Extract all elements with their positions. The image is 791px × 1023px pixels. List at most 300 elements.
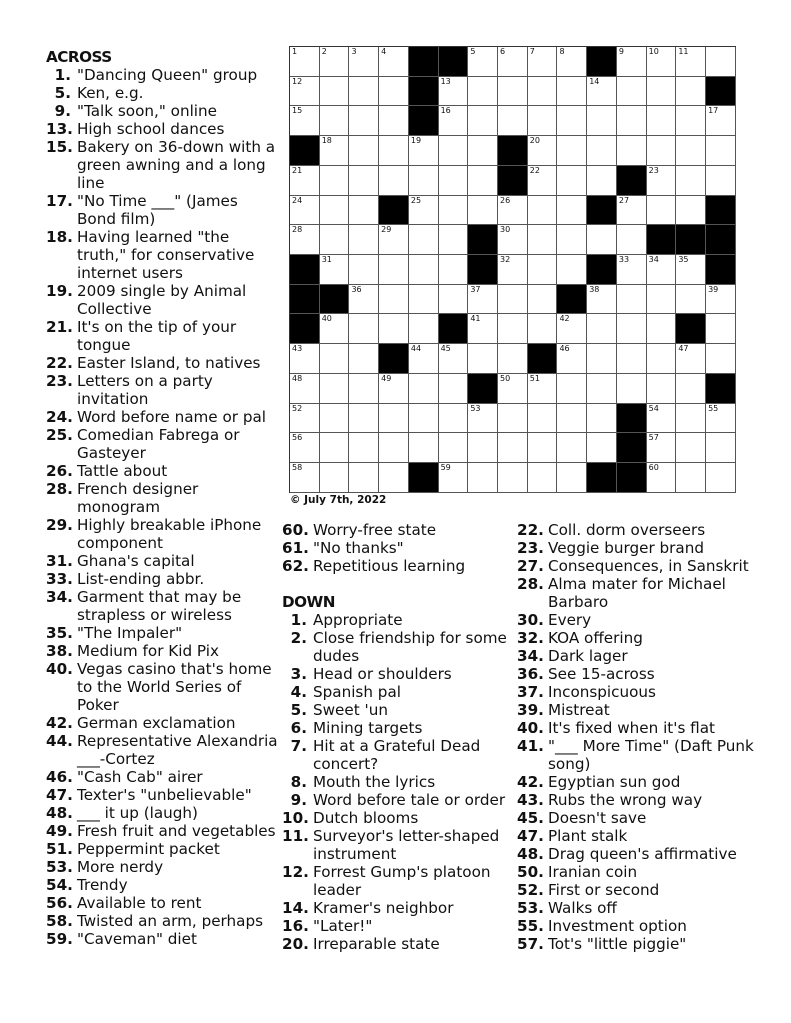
grid-cell[interactable] (706, 47, 736, 77)
grid-cell[interactable] (706, 285, 736, 315)
clue-text: Available to rent (77, 894, 202, 912)
grid-cell[interactable] (557, 463, 587, 493)
grid-cell[interactable] (647, 344, 677, 374)
clue-text: List-ending abbr. (77, 570, 205, 588)
cell-number: 60 (648, 463, 659, 473)
grid-cell[interactable] (617, 255, 647, 285)
clue-item (282, 827, 507, 863)
grid-cell[interactable] (498, 255, 528, 285)
grid-cell[interactable] (528, 196, 558, 226)
clue-text: "Cash Cab" airer (77, 768, 203, 786)
grid-cell[interactable] (320, 225, 350, 255)
grid-cell[interactable] (557, 433, 587, 463)
grid-cell[interactable] (587, 374, 617, 404)
grid-cell[interactable] (617, 285, 647, 315)
clue-item (517, 683, 765, 701)
grid-cell[interactable] (409, 404, 439, 434)
clue-text: Dark lager (548, 647, 628, 665)
clue-number: 40. (517, 719, 544, 737)
cell-number: 29 (381, 225, 392, 235)
grid-cell[interactable] (498, 47, 528, 77)
grid-cell[interactable] (320, 314, 350, 344)
clue-item (517, 791, 765, 809)
grid-cell[interactable] (468, 344, 498, 374)
grid-cell[interactable] (349, 374, 379, 404)
grid-cell[interactable] (557, 374, 587, 404)
grid-cell[interactable] (379, 166, 409, 196)
black-square (617, 404, 647, 434)
cell-number: 59 (440, 463, 451, 473)
grid-cell[interactable] (676, 255, 706, 285)
grid-cell[interactable] (290, 404, 320, 434)
grid-cell[interactable] (647, 106, 677, 136)
grid-cell[interactable] (468, 404, 498, 434)
grid-cell[interactable] (557, 225, 587, 255)
grid-cell[interactable] (439, 166, 469, 196)
grid-cell[interactable] (676, 136, 706, 166)
grid-cell[interactable] (587, 166, 617, 196)
grid-cell[interactable] (349, 433, 379, 463)
clue-text: Garment that may be strapless or wireless (77, 588, 242, 624)
grid-cell[interactable] (617, 77, 647, 107)
grid-cell[interactable] (320, 47, 350, 77)
cell-number: 8 (559, 47, 565, 56)
grid-cell[interactable] (617, 196, 647, 226)
cell-number: 57 (648, 433, 659, 443)
grid-cell[interactable] (379, 77, 409, 107)
grid-cell[interactable] (379, 374, 409, 404)
grid-cell[interactable] (587, 106, 617, 136)
clue-number: 10. (282, 809, 309, 827)
grid-cell[interactable] (320, 106, 350, 136)
grid-cell[interactable] (409, 344, 439, 374)
grid-cell[interactable] (528, 106, 558, 136)
grid-cell[interactable] (528, 255, 558, 285)
grid-cell[interactable] (528, 136, 558, 166)
clue-number: 36. (517, 665, 544, 683)
grid-cell[interactable] (706, 314, 736, 344)
grid-cell[interactable] (468, 47, 498, 77)
grid-cell[interactable] (557, 106, 587, 136)
clue-number: 27. (517, 557, 544, 575)
grid-cell[interactable] (498, 433, 528, 463)
grid-cell[interactable] (409, 285, 439, 315)
grid-cell[interactable] (349, 166, 379, 196)
grid-cell[interactable] (647, 404, 677, 434)
grid-cell[interactable] (320, 433, 350, 463)
grid-cell[interactable] (498, 463, 528, 493)
grid-cell[interactable] (409, 225, 439, 255)
clue-item (46, 120, 278, 138)
grid-cell[interactable] (290, 166, 320, 196)
clue-text: Word before tale or order (313, 791, 506, 809)
clue-number: 2. (290, 629, 307, 647)
clue-text: Dutch blooms (313, 809, 419, 827)
grid-cell[interactable] (647, 463, 677, 493)
clue-number: 29. (46, 516, 73, 534)
black-square (379, 196, 409, 226)
grid-cell[interactable] (528, 166, 558, 196)
cell-number: 53 (470, 403, 481, 413)
grid-cell[interactable] (498, 374, 528, 404)
grid-cell[interactable] (587, 344, 617, 374)
clue-item (46, 66, 278, 84)
cell-number: 13 (440, 76, 451, 86)
clue-text: Walks off (548, 899, 617, 917)
cell-number: 56 (292, 433, 303, 443)
grid-cell[interactable] (617, 314, 647, 344)
grid-cell[interactable] (706, 166, 736, 196)
clue-text: It's on the tip of your tongue (77, 318, 237, 354)
grid-cell[interactable] (528, 374, 558, 404)
grid-cell[interactable] (617, 47, 647, 77)
clue-item (517, 737, 765, 773)
grid-cell[interactable] (379, 314, 409, 344)
grid-cell[interactable] (409, 166, 439, 196)
clue-text: Rubs the wrong way (548, 791, 703, 809)
clue-item (517, 629, 765, 647)
grid-cell[interactable] (676, 433, 706, 463)
grid-cell[interactable] (439, 106, 469, 136)
clue-text: Trendy (77, 876, 128, 894)
grid-cell[interactable] (468, 314, 498, 344)
cell-number: 52 (292, 403, 303, 413)
grid-cell[interactable] (290, 374, 320, 404)
grid-cell[interactable] (290, 433, 320, 463)
grid-cell[interactable] (409, 136, 439, 166)
grid-cell[interactable] (647, 166, 677, 196)
clue-number: 23. (46, 372, 73, 390)
grid-cell[interactable] (676, 344, 706, 374)
black-square (617, 166, 647, 196)
grid-cell[interactable] (439, 463, 469, 493)
grid-cell[interactable] (468, 285, 498, 315)
grid-cell[interactable] (439, 225, 469, 255)
clue-number: 25. (46, 426, 73, 444)
clue-item (282, 539, 507, 557)
grid-cell[interactable] (557, 314, 587, 344)
clue-item (517, 863, 765, 881)
clue-number: 32. (517, 629, 544, 647)
cell-number: 17 (708, 106, 719, 116)
clue-text: Drag queen's affirmative (548, 845, 737, 863)
grid-cell[interactable] (409, 196, 439, 226)
cell-number: 18 (321, 136, 332, 146)
clue-item (46, 408, 278, 426)
grid-cell[interactable] (290, 47, 320, 77)
grid-cell[interactable] (587, 285, 617, 315)
cell-number: 5 (470, 47, 476, 56)
grid-cell[interactable] (349, 404, 379, 434)
grid-cell[interactable] (349, 47, 379, 77)
grid-cell[interactable] (320, 255, 350, 285)
black-square (409, 47, 439, 77)
grid-cell[interactable] (557, 344, 587, 374)
grid-cell[interactable] (498, 225, 528, 255)
grid-cell[interactable] (528, 77, 558, 107)
grid-cell[interactable] (528, 404, 558, 434)
clue-text: Veggie burger brand (548, 539, 704, 557)
clue-number: 45. (517, 809, 544, 827)
grid-cell[interactable] (498, 404, 528, 434)
grid-cell[interactable] (379, 106, 409, 136)
grid-cell[interactable] (557, 136, 587, 166)
clue-item (46, 138, 278, 192)
grid-cell[interactable] (498, 285, 528, 315)
grid-cell[interactable] (290, 106, 320, 136)
grid-cell[interactable] (676, 404, 706, 434)
grid-cell[interactable] (439, 196, 469, 226)
grid-cell[interactable] (320, 166, 350, 196)
grid-cell[interactable] (468, 196, 498, 226)
cell-number: 47 (678, 344, 689, 354)
clue-text: "Talk soon," online (77, 102, 217, 120)
clue-item (46, 840, 278, 858)
black-square (676, 314, 706, 344)
grid-cell[interactable] (320, 404, 350, 434)
grid-cell[interactable] (647, 136, 677, 166)
grid-cell[interactable] (290, 463, 320, 493)
grid-cell[interactable] (706, 136, 736, 166)
grid-cell[interactable] (647, 374, 677, 404)
grid-cell[interactable] (528, 433, 558, 463)
clue-text: Ken, e.g. (77, 84, 144, 102)
grid-cell[interactable] (706, 404, 736, 434)
clue-text: Peppermint packet (77, 840, 220, 858)
grid-cell[interactable] (320, 196, 350, 226)
cell-number: 48 (292, 373, 303, 383)
grid-cell[interactable] (647, 255, 677, 285)
grid-cell[interactable] (439, 285, 469, 315)
cell-number: 41 (470, 314, 481, 324)
clue-number: 42. (517, 773, 544, 791)
clue-text: Iranian coin (548, 863, 638, 881)
grid-cell[interactable] (439, 374, 469, 404)
grid-cell[interactable] (439, 136, 469, 166)
grid-cell[interactable] (468, 463, 498, 493)
grid-cell[interactable] (676, 47, 706, 77)
grid-cell[interactable] (468, 106, 498, 136)
grid-cell[interactable] (379, 285, 409, 315)
clue-number: 48. (517, 845, 544, 863)
clue-text: Egyptian sun god (548, 773, 681, 791)
grid-cell[interactable] (617, 344, 647, 374)
clue-item (46, 372, 278, 408)
grid-cell[interactable] (409, 314, 439, 344)
clue-item (282, 683, 507, 701)
grid-cell[interactable] (557, 255, 587, 285)
clue-number: 40. (46, 660, 73, 678)
grid-cell[interactable] (320, 344, 350, 374)
grid-cell[interactable] (647, 314, 677, 344)
grid-cell[interactable] (528, 225, 558, 255)
cell-number: 33 (618, 255, 630, 265)
grid-cell[interactable] (647, 285, 677, 315)
grid-cell[interactable] (676, 463, 706, 493)
grid-cell[interactable] (557, 196, 587, 226)
grid-cell[interactable] (647, 47, 677, 77)
grid-cell[interactable] (468, 77, 498, 107)
black-square (676, 225, 706, 255)
grid-cell[interactable] (498, 344, 528, 374)
grid-cell[interactable] (587, 433, 617, 463)
grid-cell[interactable] (528, 285, 558, 315)
grid-cell[interactable] (587, 77, 617, 107)
grid-cell[interactable] (706, 463, 736, 493)
clue-number: 19. (46, 282, 73, 300)
cell-number: 50 (500, 373, 511, 383)
clue-text: Letters on a party invitation (77, 372, 213, 408)
grid-cell[interactable] (290, 225, 320, 255)
grid-cell[interactable] (676, 285, 706, 315)
grid-cell[interactable] (349, 225, 379, 255)
grid-cell[interactable] (320, 77, 350, 107)
grid-cell[interactable] (379, 463, 409, 493)
grid-cell[interactable] (439, 255, 469, 285)
grid-cell[interactable] (498, 77, 528, 107)
grid-cell[interactable] (379, 433, 409, 463)
grid-cell[interactable] (617, 225, 647, 255)
grid-cell[interactable] (379, 404, 409, 434)
cell-number: 43 (292, 344, 303, 354)
grid-cell[interactable] (587, 225, 617, 255)
grid-cell[interactable] (379, 225, 409, 255)
clue-item (282, 917, 507, 935)
grid-cell[interactable] (557, 47, 587, 77)
grid-cell[interactable] (617, 106, 647, 136)
clue-number: 43. (517, 791, 544, 809)
clue-text: Coll. dorm overseers (548, 521, 706, 539)
clue-number: 39. (517, 701, 544, 719)
grid-cell[interactable] (349, 255, 379, 285)
grid-cell[interactable] (439, 77, 469, 107)
grid-cell[interactable] (498, 196, 528, 226)
grid-cell[interactable] (706, 433, 736, 463)
grid-cell[interactable] (498, 106, 528, 136)
black-square (587, 196, 617, 226)
grid-cell[interactable] (320, 463, 350, 493)
grid-cell[interactable] (528, 463, 558, 493)
grid-cell[interactable] (557, 404, 587, 434)
black-square (409, 106, 439, 136)
clue-item (282, 863, 507, 899)
clue-item (46, 282, 278, 318)
clue-item (46, 462, 278, 480)
clue-text: Having learned "the truth," for conservative internet users (77, 228, 255, 282)
grid-cell[interactable] (320, 374, 350, 404)
clue-number: 62. (282, 557, 309, 575)
black-square (706, 77, 736, 107)
grid-cell[interactable] (706, 344, 736, 374)
grid-cell[interactable] (676, 77, 706, 107)
clue-text: More nerdy (77, 858, 164, 876)
grid-cell[interactable] (706, 106, 736, 136)
grid-cell[interactable] (439, 433, 469, 463)
cell-number: 3 (351, 47, 357, 56)
grid-cell[interactable] (320, 136, 350, 166)
grid-cell[interactable] (617, 136, 647, 166)
clue-item (46, 354, 278, 372)
grid-cell[interactable] (409, 255, 439, 285)
grid-cell[interactable] (349, 106, 379, 136)
grid-cell[interactable] (468, 136, 498, 166)
grid-cell[interactable] (676, 196, 706, 226)
grid-cell[interactable] (647, 77, 677, 107)
clue-number: 46. (46, 768, 73, 786)
clue-item (282, 521, 507, 539)
cell-number: 28 (292, 225, 303, 235)
grid-cell[interactable] (349, 344, 379, 374)
grid-cell[interactable] (349, 196, 379, 226)
clue-number: 55. (517, 917, 544, 935)
grid-cell[interactable] (349, 77, 379, 107)
grid-cell[interactable] (379, 136, 409, 166)
clue-item (46, 660, 278, 714)
grid-cell[interactable] (468, 166, 498, 196)
black-square (290, 285, 320, 315)
grid-cell[interactable] (349, 314, 379, 344)
grid-cell[interactable] (379, 47, 409, 77)
grid-cell[interactable] (676, 166, 706, 196)
cell-number: 49 (381, 373, 392, 383)
grid-cell[interactable] (528, 47, 558, 77)
grid-cell[interactable] (528, 314, 558, 344)
grid-cell[interactable] (676, 374, 706, 404)
grid-cell[interactable] (290, 196, 320, 226)
black-square (617, 463, 647, 493)
grid-cell[interactable] (676, 106, 706, 136)
grid-cell[interactable] (557, 77, 587, 107)
grid-cell[interactable] (409, 433, 439, 463)
grid-cell[interactable] (647, 196, 677, 226)
grid-cell[interactable] (587, 404, 617, 434)
grid-cell[interactable] (290, 77, 320, 107)
grid-cell[interactable] (587, 314, 617, 344)
across-heading: ACROSS (46, 48, 112, 66)
clue-text: Appropriate (313, 611, 403, 629)
cell-number: 54 (648, 403, 659, 413)
grid-cell[interactable] (349, 136, 379, 166)
clue-number: 28. (46, 480, 73, 498)
grid-cell[interactable] (617, 374, 647, 404)
grid-cell[interactable] (439, 404, 469, 434)
clue-text: Twisted an arm, perhaps (77, 912, 264, 930)
grid-cell[interactable] (409, 374, 439, 404)
grid-cell[interactable] (379, 255, 409, 285)
clue-item (46, 804, 278, 822)
black-square (468, 374, 498, 404)
grid-cell[interactable] (349, 463, 379, 493)
clue-text: Investment option (548, 917, 687, 935)
grid-cell[interactable] (468, 433, 498, 463)
grid-cell[interactable] (647, 433, 677, 463)
clue-number: 12. (282, 863, 309, 881)
grid-cell[interactable] (557, 166, 587, 196)
grid-cell[interactable] (349, 285, 379, 315)
cell-number: 6 (500, 47, 506, 56)
clue-number: 13. (46, 120, 73, 138)
cell-number: 22 (529, 165, 540, 175)
black-square (439, 314, 469, 344)
clue-text: French designer monogram (77, 480, 199, 516)
grid-cell[interactable] (587, 136, 617, 166)
cell-number: 37 (470, 284, 481, 294)
clue-item (282, 899, 507, 917)
grid-cell[interactable] (439, 344, 469, 374)
clue-number: 59. (46, 930, 73, 948)
grid-cell[interactable] (290, 344, 320, 374)
grid-cell[interactable] (498, 314, 528, 344)
